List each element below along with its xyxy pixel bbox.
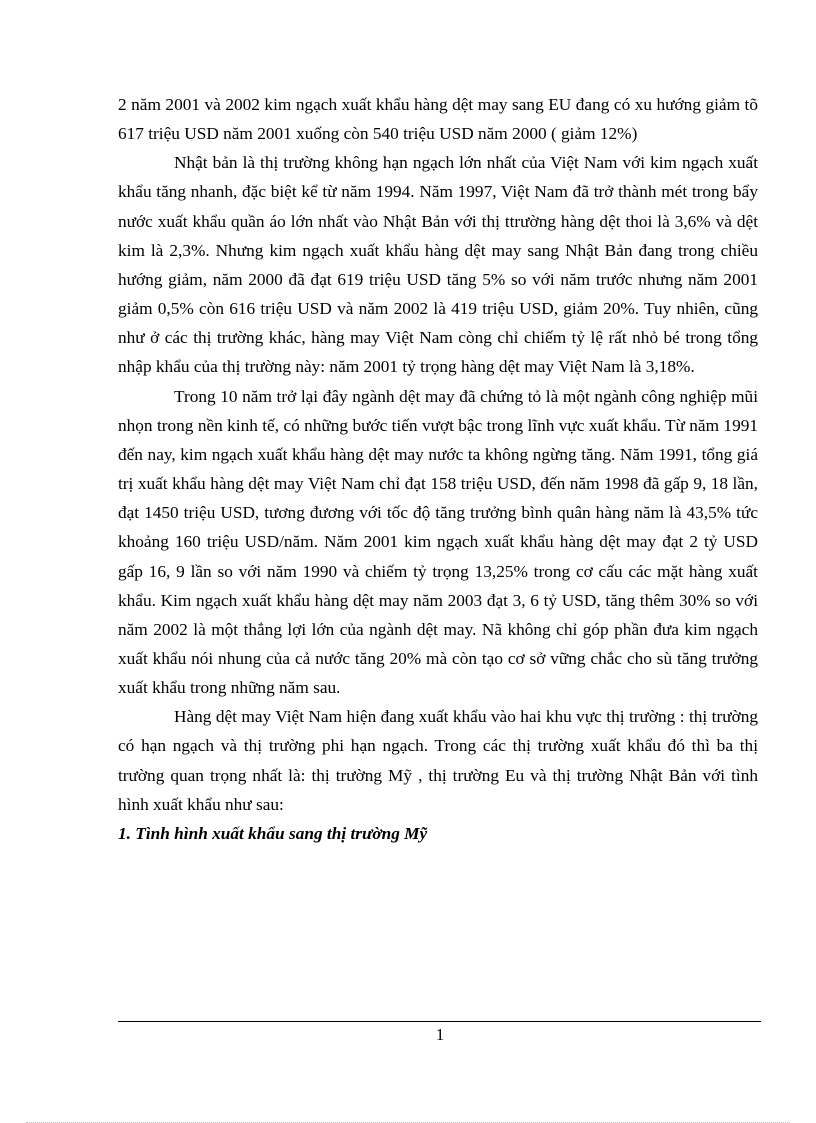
section-heading: 1. Tình hình xuất khẩu sang thị trường Mỹ [118, 823, 428, 843]
footer-divider [118, 1021, 761, 1022]
paragraph-export-markets: Hàng dệt may Việt Nam hiện đang xuất khẩu vào hai khu vực thị trường : thị trường có hạn ngạch và thị trường phi hạn ngạch. Trong các thị trường xuất khẩu đó thì ba thị trường quan trọng nhất là: thị trường Mỹ , thị trường Eu và thị trường Nhật Bản với tình hình xuất khẩu như sau: [118, 707, 758, 814]
paragraph-textile-growth: Trong 10 năm trở lại đây ngành dệt may đã chứng tỏ là một ngành công nghiệp mũi nhọn trong nền kinh tế, có những bước tiến vượt bậc trong lĩnh vực xuất khẩu. Từ năm 1991 đến nay, kim ngạch xuất khẩu hàng dệt may nước ta không ngừng tăng. Năm 1991, tổng giá trị xuất khẩu hàng dệt may Việt Nam chỉ đạt 158 triệu USD, đến năm 1998 đã gấp 9, 18 lần, đạt 1450 triệu USD, tương đương với tốc độ tăng trưởng bình quân hàng năm là 43,5% tức khoảng 160 triệu USD/năm. Năm 2001 kim ngạch xuất khẩu hàng dệt may đạt 2 tỷ USD gấp 16, 9 lần so với năm 1990 và chiếm tỷ trọng 13,25% trong cơ cấu các mặt hàng xuất khẩu. Kim ngạch xuất khẩu hàng dệt may năm 2003 đạt 3, 6 tỷ USD, tăng thêm 30% so với năm 2002 là một thắng lợi lớn của ngành dệt may. Nã không chỉ góp phần đưa kim ngạch xuất khẩu nói nhung của cả nước tăng 20% mà còn tạo cơ sở vững chắc cho sù tăng trưởng xuất khẩu trong những năm sau. [118, 386, 758, 698]
page-number: 1 [435, 1025, 445, 1044]
document-body [118, 90, 758, 848]
paragraph-eu-trend: 2 năm 2001 và 2002 kim ngạch xuất khẩu hàng dệt may sang EU đang có xu hướng giảm tõ 617 triệu USD năm 2001 xuống còn 540 triệu USD năm 2000 ( giảm 12%) [118, 95, 758, 144]
paragraph-japan-market: Nhật bản là thị trường không hạn ngạch lớn nhất của Việt Nam với kim ngạch xuất khẩu tăng nhanh, đặc biệt kể từ năm 1994. Năm 1997, Việt Nam đã trở thành mét trong bẩy nước xuất khẩu quần áo lớn nhất vào Nhật Bản với thị ttrường hàng dệt thoi là 3,6% và dệt kim là 2,3%. Nhưng kim ngạch xuất khẩu hàng dệt may sang Nhật Bản đang trong chiều hướng giảm, năm 2000 đã đạt 619 triệu USD tăng 5% so với năm trước nhưng năm 2001 giảm 0,5% còn 616 triệu USD và năm 2002 là 419 triệu USD, giảm 20%. Tuy nhiên, cũng như ở các thị trường khác, hàng may Việt Nam còng chỉ chiếm tỷ lệ rất nhỏ bé trong tổng nhập khẩu của thị trường này: năm 2001 tỷ trọng hàng dệt may Việt Nam là 3,18%. [118, 153, 758, 377]
